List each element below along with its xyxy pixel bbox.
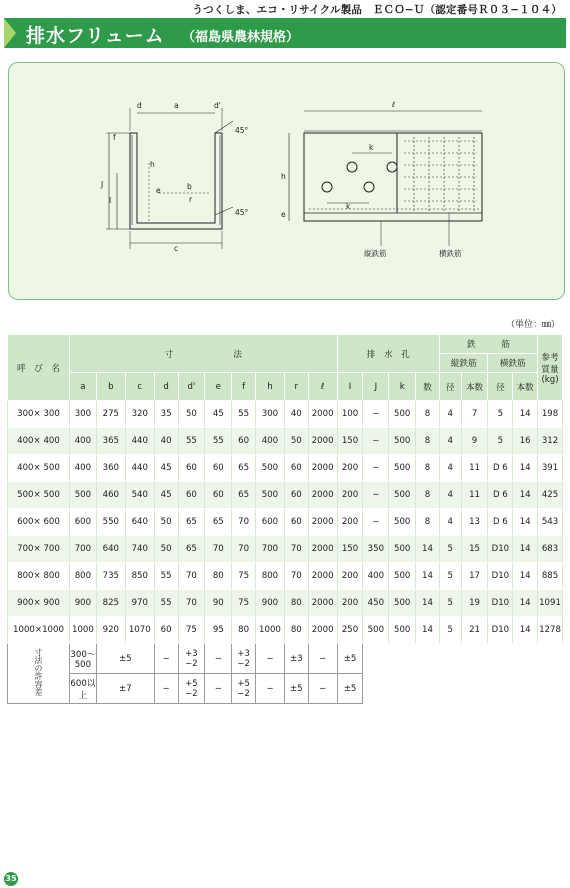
cell-value: − <box>363 482 389 509</box>
th-col: e <box>205 373 232 401</box>
tol-minus: −2 <box>185 658 198 668</box>
cell-value: 450 <box>363 590 389 617</box>
cell-value: 65 <box>178 536 205 563</box>
cell-value: 4 <box>439 401 461 428</box>
cell-value: 14 <box>513 563 538 590</box>
cell-value: D 6 <box>488 482 513 509</box>
cell-value: 14 <box>416 563 440 590</box>
cell-value: 100 <box>337 401 363 428</box>
cell-value: 540 <box>125 482 154 509</box>
cell-value: 8 <box>416 428 440 455</box>
cell-value: 500 <box>70 482 97 509</box>
cell-value: 5 <box>439 590 461 617</box>
cell-value: 500 <box>389 563 416 590</box>
cell-value: 460 <box>96 482 125 509</box>
cell-value: 150 <box>337 428 363 455</box>
cell-value: 4 <box>439 455 461 482</box>
table-row <box>8 455 563 482</box>
tol-plus: +3 <box>185 648 198 658</box>
cell-value: 700 <box>255 536 284 563</box>
cell-value: D10 <box>488 563 513 590</box>
label-d-prime: d' <box>214 101 221 110</box>
cell-value: 70 <box>178 563 205 590</box>
cell-value: D 6 <box>488 509 513 536</box>
cell-value: 70 <box>284 536 308 563</box>
cell-value: 400 <box>70 428 97 455</box>
cell-value: 13 <box>461 509 488 536</box>
cell-value: 55 <box>232 401 256 428</box>
cell-value: 90 <box>205 590 232 617</box>
tolerance-cell: − <box>308 644 337 674</box>
cell-value: 500 <box>389 617 416 644</box>
cell-value: 7 <box>461 401 488 428</box>
cell-value: 1070 <box>125 617 154 644</box>
tol-minus: −2 <box>237 688 250 698</box>
cell-value: 500 <box>255 482 284 509</box>
label-k-top: k <box>369 143 374 152</box>
cell-value: 14 <box>513 617 538 644</box>
cell-value: 14 <box>513 401 538 428</box>
tol-plus: +3 <box>237 648 250 658</box>
cell-value: 60 <box>178 482 205 509</box>
cell-value: D10 <box>488 536 513 563</box>
cell-value: 50 <box>154 536 178 563</box>
cell-value: 640 <box>96 536 125 563</box>
label-f: f <box>113 133 116 142</box>
cell-value: 543 <box>538 509 563 536</box>
cell-value: 500 <box>389 455 416 482</box>
cell-value: 5 <box>439 563 461 590</box>
label-h: h <box>150 160 155 169</box>
th-col: d' <box>178 373 205 401</box>
cell-value: 60 <box>154 617 178 644</box>
label-e-side: e <box>281 210 286 219</box>
cell-value: 35 <box>154 401 178 428</box>
cell-value: 55 <box>178 428 205 455</box>
th-col: 本数 <box>461 373 488 401</box>
th-col: r <box>284 373 308 401</box>
cell-value: 14 <box>513 509 538 536</box>
cell-value: 320 <box>125 401 154 428</box>
cell-value: 65 <box>205 509 232 536</box>
th-col: 本数 <box>513 373 538 401</box>
th-col: c <box>125 373 154 401</box>
table-row <box>8 482 563 509</box>
cell-value: 17 <box>461 563 488 590</box>
tolerance-head <box>8 644 70 704</box>
cell-value: 2000 <box>308 509 337 536</box>
cell-value: 70 <box>284 563 308 590</box>
cell-value: 14 <box>513 482 538 509</box>
cell-value: 70 <box>232 509 256 536</box>
header-subtitle: うつくしま、エコ・リサイクル製品 ＥＣＯ−Ｕ（認定番号Ｒ０３−１０４） <box>192 4 562 16</box>
cell-value: 9 <box>461 428 488 455</box>
cell-value: 65 <box>178 509 205 536</box>
cell-value: 16 <box>513 428 538 455</box>
cell-value: 14 <box>513 455 538 482</box>
cell-value: 65 <box>232 455 256 482</box>
th-rebar-trans: 横鉄筋 <box>488 354 538 373</box>
label-b: b <box>187 182 192 191</box>
cell-value: 1091 <box>538 590 563 617</box>
cell-value: 40 <box>284 401 308 428</box>
label-I: I <box>109 196 112 205</box>
cell-value: 50 <box>284 428 308 455</box>
cell-value: 900 <box>70 590 97 617</box>
cell-value: 60 <box>205 455 232 482</box>
th-holes: 排 水 孔 <box>337 335 439 373</box>
th-col: h <box>255 373 284 401</box>
cell-value: 425 <box>538 482 563 509</box>
table-row <box>8 617 563 644</box>
cell-value: 500 <box>255 455 284 482</box>
cell-value: 4 <box>439 428 461 455</box>
cell-value: 885 <box>538 563 563 590</box>
tolerance-cell: ±5 <box>96 644 154 674</box>
cell-value: 75 <box>178 617 205 644</box>
cell-value: 80 <box>284 590 308 617</box>
cell-value: 55 <box>154 590 178 617</box>
table-row <box>8 536 563 563</box>
cell-value: 5 <box>488 428 513 455</box>
cell-name: 900× 900 <box>8 590 70 617</box>
cell-value: − <box>363 509 389 536</box>
tolerance-cell: − <box>308 674 337 704</box>
cell-value: 55 <box>154 563 178 590</box>
cell-value: D 6 <box>488 455 513 482</box>
label-rebar-long: 縦鉄筋 <box>364 249 387 258</box>
cell-name: 400× 400 <box>8 428 70 455</box>
cell-value: 250 <box>337 617 363 644</box>
th-col: f <box>232 373 256 401</box>
cell-value: 14 <box>416 590 440 617</box>
label-k-bottom: k <box>346 202 351 211</box>
cell-value: 970 <box>125 590 154 617</box>
cell-value: 80 <box>232 617 256 644</box>
cell-value: 920 <box>96 617 125 644</box>
cell-value: 55 <box>205 428 232 455</box>
label-rebar-trans: 横鉄筋 <box>439 249 462 258</box>
tolerance-cell: ±7 <box>96 674 154 704</box>
drawing-panel <box>8 62 565 300</box>
cell-value: 14 <box>513 590 538 617</box>
tolerance-cell: − <box>154 674 178 704</box>
cell-value: 5 <box>439 536 461 563</box>
cell-value: 50 <box>178 401 205 428</box>
cell-name: 800× 800 <box>8 563 70 590</box>
table-row <box>8 401 563 428</box>
cell-name: 600× 600 <box>8 509 70 536</box>
cell-value: 500 <box>389 401 416 428</box>
th-col: I <box>337 373 363 401</box>
cell-value: 275 <box>96 401 125 428</box>
cell-value: 45 <box>205 401 232 428</box>
th-dims: 寸 法 <box>70 335 338 373</box>
cell-value: 640 <box>125 509 154 536</box>
table-row <box>8 428 563 455</box>
cell-value: 2000 <box>308 563 337 590</box>
cell-value: 200 <box>337 563 363 590</box>
cell-value: 198 <box>538 401 563 428</box>
cell-value: − <box>363 455 389 482</box>
tolerance-row <box>8 644 563 674</box>
cell-value: D10 <box>488 590 513 617</box>
cell-value: 391 <box>538 455 563 482</box>
label-l: ℓ <box>392 100 396 109</box>
spec-table <box>7 334 563 704</box>
cell-name: 400× 500 <box>8 455 70 482</box>
cell-value: 800 <box>255 563 284 590</box>
th-col: 径 <box>439 373 461 401</box>
cell-value: 500 <box>389 509 416 536</box>
cell-value: − <box>363 428 389 455</box>
cell-value: 200 <box>337 590 363 617</box>
tol-minus: −2 <box>185 688 198 698</box>
cell-value: 735 <box>96 563 125 590</box>
cell-value: 45 <box>154 482 178 509</box>
cell-value: 200 <box>337 482 363 509</box>
cell-value: D10 <box>488 617 513 644</box>
tolerance-cell: ±5 <box>337 674 363 704</box>
cell-value: 200 <box>337 455 363 482</box>
th-col: k <box>389 373 416 401</box>
tolerance-cell: − <box>205 644 232 674</box>
cell-value: 900 <box>255 590 284 617</box>
cell-value: 150 <box>337 536 363 563</box>
tolerance-cell: ±5 <box>284 674 308 704</box>
cell-value: 500 <box>363 617 389 644</box>
tolerance-cell: − <box>205 674 232 704</box>
cell-value: 70 <box>205 536 232 563</box>
cell-value: 2000 <box>308 617 337 644</box>
cell-name: 500× 500 <box>8 482 70 509</box>
cell-name: 700× 700 <box>8 536 70 563</box>
cell-value: 400 <box>363 563 389 590</box>
label-r: r <box>189 195 193 204</box>
cell-value: 60 <box>284 482 308 509</box>
th-col: ℓ <box>308 373 337 401</box>
cell-value: 80 <box>205 563 232 590</box>
cell-value: 8 <box>416 482 440 509</box>
cell-value: 8 <box>416 401 440 428</box>
table-row <box>8 563 563 590</box>
th-rebar-long: 縦鉄筋 <box>439 354 488 373</box>
cell-value: 2000 <box>308 536 337 563</box>
tolerance-label: 寸法の許容差 <box>34 648 43 696</box>
th-col: d <box>154 373 178 401</box>
cell-value: 440 <box>125 455 154 482</box>
cell-value: 14 <box>416 617 440 644</box>
cell-value: 2000 <box>308 482 337 509</box>
cell-value: 75 <box>232 563 256 590</box>
table-row <box>8 509 563 536</box>
cell-value: 850 <box>125 563 154 590</box>
cell-value: 75 <box>232 590 256 617</box>
cell-value: 14 <box>416 536 440 563</box>
cell-value: 2000 <box>308 428 337 455</box>
cell-value: 600 <box>70 509 97 536</box>
tolerance-cell <box>232 644 256 674</box>
cell-name: 1000×1000 <box>8 617 70 644</box>
tolerance-cell: − <box>154 644 178 674</box>
cell-value: 8 <box>416 509 440 536</box>
tolerance-row <box>8 674 563 704</box>
cell-value: 60 <box>284 509 308 536</box>
label-angle-bottom: 45° <box>235 208 249 217</box>
cell-value: 360 <box>96 455 125 482</box>
tolerance-cell: 600以上 <box>70 674 97 704</box>
cell-value: 15 <box>461 536 488 563</box>
tolerance-cell: 300〜500 <box>70 644 97 674</box>
th-rebar: 鉄 筋 <box>439 335 537 354</box>
cell-value: 500 <box>389 536 416 563</box>
cell-value: 312 <box>538 428 563 455</box>
cell-value: 70 <box>178 590 205 617</box>
cell-value: 95 <box>205 617 232 644</box>
cell-value: 45 <box>154 455 178 482</box>
tolerance-cell: − <box>255 644 284 674</box>
cell-value: 800 <box>70 563 97 590</box>
title-bar <box>4 18 566 48</box>
th-mass: 参考質量(kg) <box>538 335 563 401</box>
cell-value: 11 <box>461 455 488 482</box>
title-arrow-icon <box>4 18 16 48</box>
cell-value: 40 <box>154 428 178 455</box>
cell-name: 300× 300 <box>8 401 70 428</box>
cell-value: 11 <box>461 482 488 509</box>
label-d: d <box>137 101 142 110</box>
cell-value: 19 <box>461 590 488 617</box>
page-title-standard: （福島県農林規格） <box>182 30 300 45</box>
cell-value: 500 <box>389 482 416 509</box>
cell-value: 60 <box>205 482 232 509</box>
label-h-side: h <box>281 172 286 181</box>
cell-value: 60 <box>232 428 256 455</box>
tolerance-cell: − <box>255 674 284 704</box>
th-name: 呼 び 名 <box>8 335 70 401</box>
th-col: 数 <box>416 373 440 401</box>
cell-value: 2000 <box>308 590 337 617</box>
label-c: c <box>174 244 179 253</box>
cell-value: 8 <box>416 455 440 482</box>
cell-value: 65 <box>232 482 256 509</box>
tol-plus: +5 <box>185 678 198 688</box>
tolerance-cell <box>178 644 205 674</box>
cell-value: 300 <box>255 401 284 428</box>
cell-value: 700 <box>70 536 97 563</box>
tolerance-cell: ±3 <box>284 644 308 674</box>
cell-value: 500 <box>389 590 416 617</box>
cell-value: 500 <box>389 428 416 455</box>
label-a: a <box>174 101 179 110</box>
cell-value: 5 <box>488 401 513 428</box>
cell-value: 50 <box>154 509 178 536</box>
cell-value: 1000 <box>255 617 284 644</box>
cell-value: 400 <box>255 428 284 455</box>
th-col: 径 <box>488 373 513 401</box>
cell-value: 440 <box>125 428 154 455</box>
flume-drawing <box>9 63 564 299</box>
label-e: e <box>156 186 161 195</box>
cell-value: 600 <box>255 509 284 536</box>
cell-value: 740 <box>125 536 154 563</box>
label-J: J <box>101 180 104 189</box>
th-col: a <box>70 373 97 401</box>
tolerance-cell <box>178 674 205 704</box>
cell-value: 1278 <box>538 617 563 644</box>
cell-value: 60 <box>178 455 205 482</box>
cell-value: 2000 <box>308 401 337 428</box>
cell-value: 80 <box>284 617 308 644</box>
tol-minus: −2 <box>237 658 250 668</box>
page-number: 35 <box>4 872 18 886</box>
unit-note: （単位：㎜） <box>505 320 560 330</box>
tolerance-cell <box>232 674 256 704</box>
cell-value: 4 <box>439 509 461 536</box>
page-title: 排水フリューム <box>26 25 165 47</box>
cell-value: 550 <box>96 509 125 536</box>
cell-value: 683 <box>538 536 563 563</box>
label-angle-top: 45° <box>235 126 249 135</box>
cell-value: 1000 <box>70 617 97 644</box>
tolerance-cell: ±5 <box>337 644 363 674</box>
cell-value: 400 <box>70 455 97 482</box>
cell-value: 825 <box>96 590 125 617</box>
cell-value: − <box>363 401 389 428</box>
cell-value: 2000 <box>308 455 337 482</box>
cell-value: 200 <box>337 509 363 536</box>
cell-value: 5 <box>439 617 461 644</box>
th-col: b <box>96 373 125 401</box>
cell-value: 300 <box>70 401 97 428</box>
table-row <box>8 590 563 617</box>
cell-value: 350 <box>363 536 389 563</box>
tol-plus: +5 <box>237 678 250 688</box>
th-col: J <box>363 373 389 401</box>
cell-value: 60 <box>284 455 308 482</box>
cell-value: 14 <box>513 536 538 563</box>
cell-value: 70 <box>232 536 256 563</box>
cell-value: 21 <box>461 617 488 644</box>
cell-value: 365 <box>96 428 125 455</box>
cell-value: 4 <box>439 482 461 509</box>
